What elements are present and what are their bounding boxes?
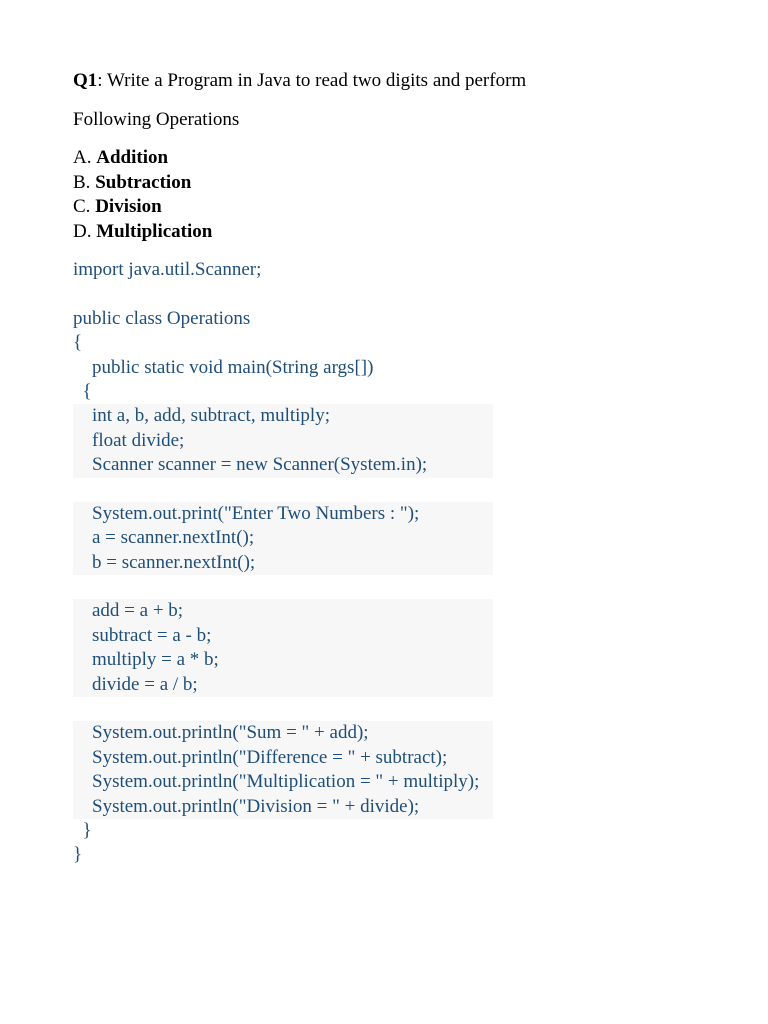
- code-line: [73, 478, 493, 502]
- code-line: }: [73, 844, 83, 866]
- code-line: subtract = a - b;: [73, 624, 493, 648]
- question-text: : Write a Program in Java to read two digits and perform: [97, 70, 527, 91]
- option-letter: B.: [73, 171, 96, 193]
- question-heading: [73, 68, 526, 94]
- code-line: [73, 575, 493, 599]
- code-line: System.out.println("Division = " + divide);: [73, 795, 493, 819]
- code-line: System.out.print("Enter Two Numbers : ");: [73, 502, 493, 526]
- code-line: divide = a / b;: [73, 673, 493, 697]
- option-text: Addition: [96, 147, 169, 168]
- code-line: b = scanner.nextInt();: [73, 551, 493, 575]
- code-line: {: [73, 332, 83, 354]
- code-line: public static void main(String args[]): [73, 356, 374, 378]
- code-line: [73, 282, 493, 306]
- question-number: Q1: [73, 70, 98, 91]
- code-line: int a, b, add, subtract, multiply;: [73, 404, 493, 428]
- code-line: import java.util.Scanner;: [73, 259, 262, 280]
- code-line: public class Operations: [73, 307, 251, 329]
- option-text: Subtraction: [95, 171, 192, 193]
- question-subline: Following Operations: [73, 109, 240, 130]
- code-line: float divide;: [73, 429, 493, 453]
- code-line: {: [73, 380, 92, 402]
- code-block: [73, 258, 493, 868]
- code-line: }: [73, 819, 92, 841]
- code-line: System.out.println("Sum = " + add);: [73, 721, 493, 745]
- option-letter: C.: [73, 196, 96, 217]
- option-letter: A.: [73, 147, 97, 168]
- code-line: System.out.println("Multiplication = " + multiply);: [73, 770, 493, 794]
- code-line: add = a + b;: [73, 599, 493, 623]
- code-line: Scanner scanner = new Scanner(System.in);: [73, 453, 493, 477]
- code-line: multiply = a * b;: [73, 648, 493, 672]
- code-line: System.out.println("Difference = " + subtract);: [73, 746, 493, 770]
- list-item: [73, 146, 212, 171]
- list-item: [73, 220, 212, 245]
- operations-list: [73, 146, 212, 244]
- list-item: [73, 171, 212, 196]
- option-letter: D.: [73, 220, 97, 242]
- option-text: Multiplication: [96, 220, 213, 242]
- code-line: [73, 697, 493, 721]
- code-line: a = scanner.nextInt();: [73, 526, 493, 550]
- list-item: [73, 195, 212, 220]
- option-text: Division: [95, 196, 162, 217]
